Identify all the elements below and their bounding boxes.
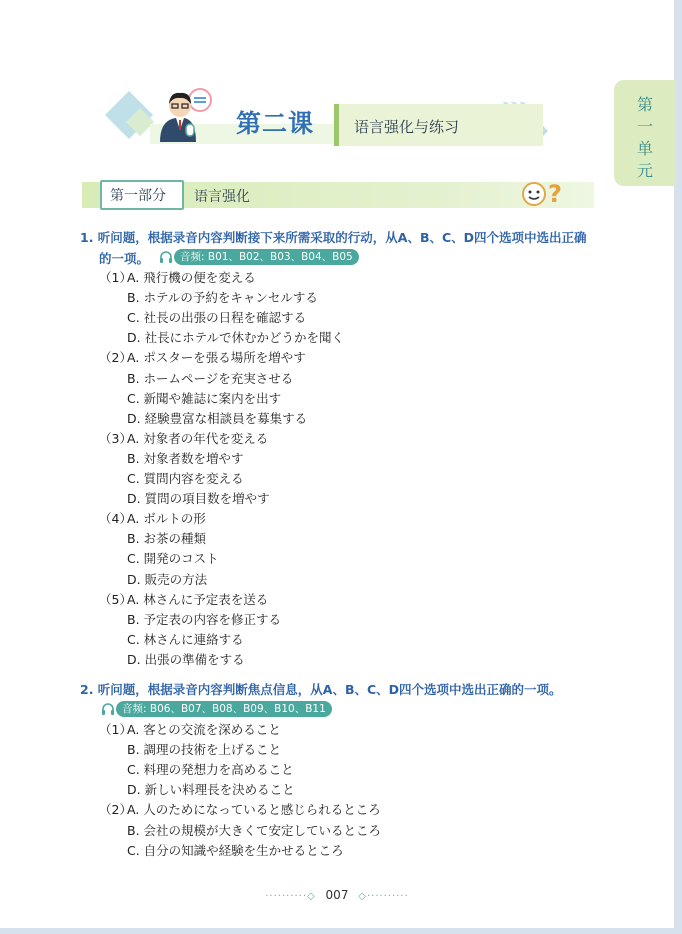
unit-tab xyxy=(614,80,676,186)
audio-badge[interactable]: 音频: B06、B07、B08、B09、B10、B11 xyxy=(116,701,332,717)
option-line: A. ポスターを張る場所を増やす xyxy=(127,350,306,366)
face-question-icon xyxy=(520,178,568,208)
unit-tab-char: 元 xyxy=(636,161,653,180)
option-line: B. 対象者数を増やす xyxy=(127,450,244,466)
item-number: （1） xyxy=(99,722,132,737)
lesson-subtitle: 语言强化与练习 xyxy=(354,118,460,136)
option-line: D. 経験豊富な相談員を募集する xyxy=(127,410,308,426)
question-1-title: 1. 听问题，根据录音内容判断接下来所需采取的行动，从A、B、C、D四个选项中选出正确 xyxy=(80,230,587,245)
option-line: A. 林さんに予定表を送る xyxy=(127,591,269,607)
item-number: （2） xyxy=(99,802,132,818)
page-number: 007 xyxy=(325,888,349,902)
item-number: （2） xyxy=(99,350,132,366)
option-line: A. 飛行機の便を変える xyxy=(127,270,256,285)
footer-dots-right: ◇·········· xyxy=(358,891,409,902)
question-1-title-cont: 的一项。 xyxy=(99,251,150,266)
section-tag-label: 第一部分 xyxy=(110,188,166,204)
headphones-icon xyxy=(158,249,174,265)
option-line: B. 会社の規模が大きくて安定しているところ xyxy=(127,822,382,838)
option-line: A. 客との交流を深めること xyxy=(127,722,281,737)
audio-badge[interactable]: 音频: B01、B02、B03、B04、B05 xyxy=(174,249,359,265)
teacher-icon xyxy=(156,84,216,144)
option-line: B. ホームページを充実させる xyxy=(127,370,294,386)
option-line: A. 対象者の年代を変える xyxy=(127,430,269,446)
option-line: C. 社長の出張の日程を確認する xyxy=(127,310,307,326)
option-line: B. 調理の技術を上げること xyxy=(127,742,282,758)
option-line: D. 質問の項目数を増やす xyxy=(127,491,270,507)
svg-text:?: ? xyxy=(548,180,562,208)
item-number: （5） xyxy=(99,591,132,607)
page-footer xyxy=(0,888,674,902)
option-line: C. 自分の知識や経験を生かせるところ xyxy=(127,842,344,858)
option-line: B. 予定表の内容を修正する xyxy=(127,611,282,627)
option-line: B. ホテルの予約をキャンセルする xyxy=(127,290,318,306)
lesson-title: 第二课 xyxy=(236,109,315,138)
item-number: （3） xyxy=(99,430,132,446)
option-line: C. 新聞や雑誌に案内を出す xyxy=(127,390,282,406)
unit-tab-char: 单 xyxy=(636,139,653,158)
item-number: （4） xyxy=(99,511,132,527)
headphones-icon xyxy=(100,701,116,717)
option-line: C. 質問内容を変える xyxy=(127,471,244,486)
option-line: D. 販売の方法 xyxy=(127,571,208,587)
unit-tab-char: 一 xyxy=(636,117,653,136)
option-line: B. お茶の種類 xyxy=(127,531,207,547)
option-line: A. ボルトの形 xyxy=(127,511,206,527)
footer-dots-left: ··········◇ xyxy=(265,891,316,902)
unit-tab-char: 第 xyxy=(636,95,653,114)
option-line: C. 開発のコスト xyxy=(127,551,219,567)
question-2-title: 2. 听问题，根据录音内容判断焦点信息，从A、B、C、D四个选项中选出正确的一项。 xyxy=(80,682,562,697)
option-line: D. 社長にホテルで休むかどうかを聞く xyxy=(127,330,344,346)
item-number: （1） xyxy=(99,270,132,285)
option-line: D. 出張の準備をする xyxy=(127,651,245,667)
option-line: A. 人のためになっていると感じられるところ xyxy=(127,802,381,818)
option-line: D. 新しい料理長を決めること xyxy=(127,782,295,798)
option-line: C. 林さんに連絡する xyxy=(127,631,244,647)
option-line: C. 料理の発想力を高めること xyxy=(127,762,294,778)
section-name: 语言强化 xyxy=(194,189,250,205)
